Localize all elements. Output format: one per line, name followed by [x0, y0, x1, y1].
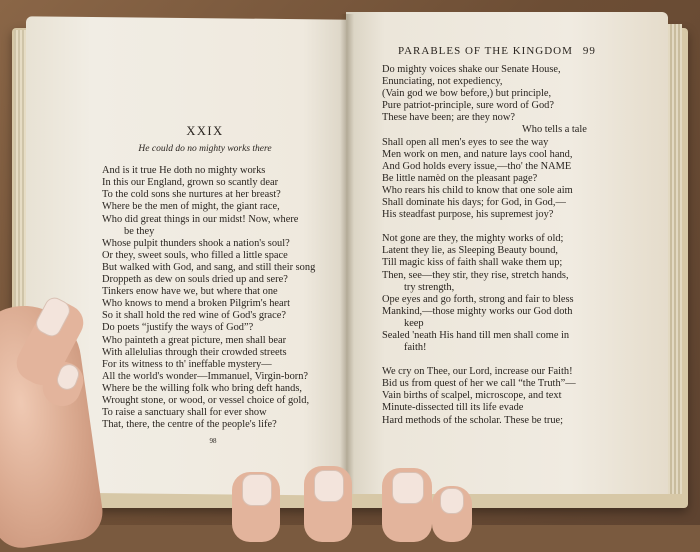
poem-line: Sealed 'neath His hand till men shall come in: [382, 329, 570, 341]
poem-line: Hard methods of the scholar. These be true;: [382, 414, 564, 426]
poem-line: Where be the men of might, the giant race,: [102, 201, 280, 213]
poem-line: (Vain god we bow before,) but principle,: [382, 88, 552, 100]
poem-line: Droppeth as dew on souls dried up and sere?: [102, 274, 288, 286]
poem-line: With allelulias through their crowded streets: [102, 346, 287, 358]
poem-line: try strength,: [404, 281, 455, 293]
bottom-finger-3-nail: [392, 472, 424, 504]
poem-line: Who tells a tale: [522, 124, 587, 136]
page-number: 99: [582, 45, 596, 57]
bottom-finger-2-nail: [314, 470, 344, 502]
poem-line: Till magic kiss of faith shall wake them up;: [382, 257, 563, 269]
poem-line: Not gone are they, the mighty works of old;: [382, 233, 564, 245]
poem-line: Do poets “justify the ways of God”?: [102, 322, 254, 334]
poem-line: Who knows to mend a broken Pilgrim's heart: [102, 298, 291, 310]
poem-line: And is it true He doth no mighty works: [102, 165, 266, 177]
poem-line: Ope eyes and go forth, strong and fair to bless: [382, 293, 574, 305]
poem-line: Vain births of scalpel, microscope, and text: [382, 390, 562, 402]
poem-line: keep: [404, 317, 424, 329]
poem-line: And God holds every issue,—tho' the NAME: [382, 160, 572, 172]
right-poem-lines: [382, 64, 650, 427]
poem-line: Who rears his child to know that one sole aim: [382, 184, 573, 196]
left-page-text: [102, 125, 324, 447]
bottom-finger-4-nail: [440, 488, 464, 514]
poem-line: Then, see—they stir, they rise, stretch hands,: [382, 269, 569, 281]
left-folio: 98: [209, 437, 217, 446]
poem-line: Who did great things in our midst! Now, where: [102, 213, 299, 225]
poem-line: Bid us from quest of her we call “the Truth”—: [382, 378, 576, 390]
section-subtitle: He could do no mighty works there: [138, 144, 272, 155]
poem-line: Wrought stone, or wood, or vessel choice of gold,: [102, 394, 310, 406]
poem-line: Minute-dissected till its life evade: [382, 402, 524, 414]
section-number: XXIX: [186, 124, 224, 138]
poem-line: Men work on men, and nature lays cool hand,: [382, 148, 573, 160]
poem-line: All the world's wonder—Immanuel, Virgin-born?: [102, 370, 309, 382]
poem-line: We cry on Thee, our Lord, increase our Faith!: [382, 366, 573, 378]
left-poem-lines: [102, 165, 324, 431]
poem-line: Tinkers enow have we, but where that one: [102, 286, 278, 298]
poem-line: faith!: [404, 342, 427, 354]
poem-line: To raise a sanctuary shall for ever show: [102, 407, 267, 419]
poem-line: Be little namèd on the pleasant page?: [382, 172, 538, 184]
bottom-hand: [232, 468, 482, 538]
poem-line: For its witness to th' ineffable mystery—: [102, 358, 272, 370]
poem-line: Enunciating, not expediency,: [382, 76, 503, 88]
poem-line: His steadfast purpose, his supremest joy?: [382, 209, 554, 221]
poem-line: Pure patriot-principle, sure word of God?: [382, 100, 554, 112]
poem-line: That, there, the centre of the people's life?: [102, 419, 277, 431]
poem-line: But walked with God, and sang, and still their song: [102, 261, 316, 273]
poem-line: So it shall hold the red wine of God's grace?: [102, 310, 286, 322]
poem-line: To the cold sons she nurtures at her breast?: [102, 189, 281, 201]
poem-line: Shall dominate his days; for God, in God,—: [382, 197, 566, 209]
poem-line: In this our England, grown so scantly dear: [102, 177, 279, 189]
poem-line: Where be the willing folk who bring deft hands,: [102, 382, 302, 394]
poem-line: be they: [124, 225, 155, 237]
poem-line: Mankind,—those mighty works our God doth: [382, 305, 573, 317]
stanza-gap: [382, 354, 650, 366]
book-gutter: [340, 14, 354, 494]
poem-line: Or they, sweet souls, who filled a little space: [102, 249, 288, 261]
poem-line: Who painteth a great picture, men shall bear: [102, 334, 287, 346]
poem-line: Whose pulpit thunders shook a nation's soul?: [102, 237, 290, 249]
poem-line: Do mighty voices shake our Senate House,: [382, 64, 561, 75]
poem-line: These have been; are they now?: [382, 112, 515, 124]
running-head: [398, 45, 596, 57]
running-head-title: PARABLES OF THE KINGDOM: [398, 45, 573, 57]
poem-line: Shall open all men's eyes to see the way: [382, 136, 549, 148]
bottom-finger-1-nail: [242, 474, 272, 506]
right-page-text: [382, 64, 650, 427]
poem-line: Latent they lie, as Sleeping Beauty bound,: [382, 245, 559, 257]
stanza-gap: [382, 221, 650, 233]
